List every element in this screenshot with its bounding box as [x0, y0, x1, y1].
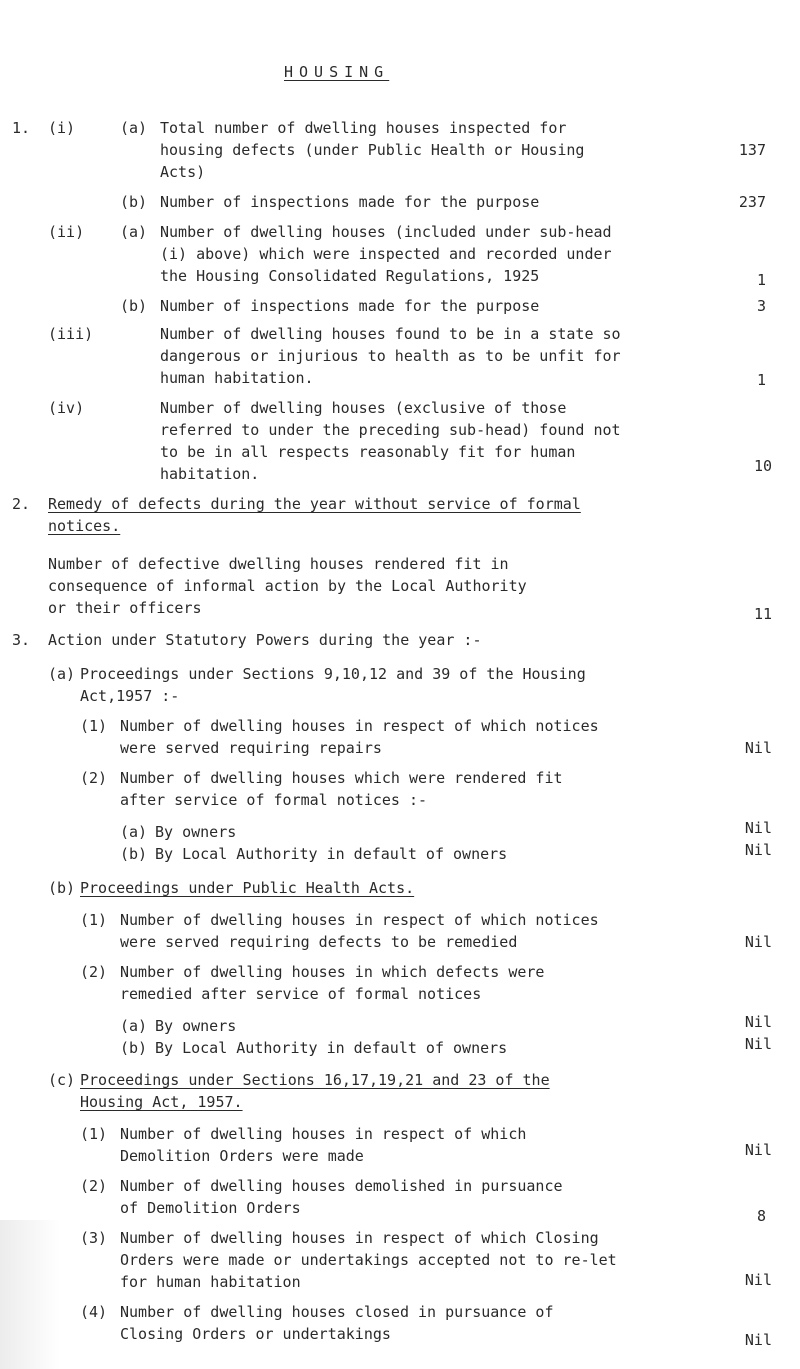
item-text: By Local Authority in default of owners: [155, 845, 508, 863]
item-value: Nil: [744, 1035, 772, 1053]
item-text: Number of inspections made for the purpose: [160, 297, 540, 315]
item-label: (c): [48, 1071, 76, 1089]
section-number: 3.: [12, 631, 31, 649]
section-number: 2.: [12, 495, 31, 513]
item-text: Number of dwelling houses found to be in a state so: [160, 325, 621, 343]
item-value: Nil: [744, 739, 772, 757]
item-text: were served requiring defects to be remedied: [120, 933, 518, 951]
item-text: or their officers: [48, 599, 202, 617]
item-label: (b): [120, 1039, 148, 1057]
item-text: Number of inspections made for the purpose: [160, 193, 540, 211]
item-text: Number of dwelling houses closed in pursuance of: [120, 1303, 554, 1321]
item-value: Nil: [744, 1331, 772, 1349]
item-text: Closing Orders or undertakings: [120, 1325, 391, 1343]
item-text: Number of dwelling houses (included under sub-head: [160, 223, 612, 241]
scan-shadow: [0, 1220, 60, 1369]
item-text: human habitation.: [160, 369, 314, 387]
item-label: (iii): [48, 325, 94, 343]
section-heading: notices.: [48, 517, 121, 535]
item-label: (2): [80, 1177, 108, 1195]
item-label: (a): [120, 223, 148, 241]
item-label: (1): [80, 1125, 108, 1143]
item-text: Number of dwelling houses in respect of which Closing: [120, 1229, 599, 1247]
item-heading: Housing Act, 1957.: [80, 1093, 243, 1111]
item-text: By owners: [155, 1017, 237, 1035]
item-text: Orders were made or undertakings accepted not to re-let: [120, 1251, 617, 1269]
item-value: 1: [756, 371, 766, 389]
item-value: 1: [756, 271, 766, 289]
item-text: after service of formal notices :-: [120, 791, 428, 809]
item-label: (i): [48, 119, 76, 137]
item-label: (1): [80, 911, 108, 929]
item-text: for human habitation: [120, 1273, 301, 1291]
item-value: Nil: [744, 933, 772, 951]
item-heading: Proceedings under Sections 9,10,12 and 39 of the Housing: [80, 665, 586, 683]
item-text: Number of dwelling houses in respect of which: [120, 1125, 527, 1143]
item-label: (2): [80, 963, 108, 981]
item-text: habitation.: [160, 465, 260, 483]
section-number: 1.: [12, 119, 31, 137]
item-text: Number of dwelling houses in respect of which notices: [120, 717, 599, 735]
item-label: (iv): [48, 399, 85, 417]
item-label: (3): [80, 1229, 108, 1247]
item-label: (a): [48, 665, 76, 683]
item-text: Total number of dwelling houses inspected for: [160, 119, 567, 137]
item-heading: Act,1957 :-: [80, 687, 180, 705]
item-value: 11: [753, 605, 772, 623]
page-title: HOUSING: [284, 63, 390, 81]
item-label: (b): [120, 297, 148, 315]
item-text: Demolition Orders were made: [120, 1147, 364, 1165]
item-value: Nil: [744, 1271, 772, 1289]
item-text: referred to under the preceding sub-head) found not: [160, 421, 621, 439]
item-label: (b): [48, 879, 76, 897]
item-value: Nil: [744, 1141, 772, 1159]
item-value: Nil: [744, 841, 772, 859]
item-text: By Local Authority in default of owners: [155, 1039, 508, 1057]
item-heading: Proceedings under Public Health Acts.: [80, 879, 415, 897]
item-label: (1): [80, 717, 108, 735]
item-text: dangerous or injurious to health as to be unfit for: [160, 347, 621, 365]
item-value: 137: [738, 141, 766, 159]
item-label: (a): [120, 119, 148, 137]
item-text: the Housing Consolidated Regulations, 1925: [160, 267, 540, 285]
item-text: Number of defective dwelling houses rendered fit in: [48, 555, 509, 573]
section-heading: Action under Statutory Powers during the year :-: [48, 631, 482, 649]
item-value: 8: [756, 1207, 766, 1225]
item-label: (4): [80, 1303, 108, 1321]
item-text: Number of dwelling houses in which defects were: [120, 963, 545, 981]
item-value: 237: [738, 193, 766, 211]
item-text: to be in all respects reasonably fit for human: [160, 443, 576, 461]
item-value: 3: [756, 297, 766, 315]
item-label: (2): [80, 769, 108, 787]
item-text: Acts): [160, 163, 206, 181]
item-label: (ii): [48, 223, 85, 241]
item-label: (a): [120, 1017, 148, 1035]
item-text: Number of dwelling houses which were rendered fit: [120, 769, 563, 787]
item-value: 10: [753, 457, 772, 475]
item-label: (b): [120, 845, 148, 863]
section-heading: Remedy of defects during the year without service of formal: [48, 495, 581, 513]
item-text: (i) above) which were inspected and recorded under: [160, 245, 612, 263]
item-text: consequence of informal action by the Local Authority: [48, 577, 527, 595]
item-text: remedied after service of formal notices: [120, 985, 482, 1003]
item-label: (b): [120, 193, 148, 211]
item-value: Nil: [744, 1013, 772, 1031]
item-text: were served requiring repairs: [120, 739, 382, 757]
item-text: By owners: [155, 823, 237, 841]
item-value: Nil: [744, 819, 772, 837]
item-label: (a): [120, 823, 148, 841]
item-heading: Proceedings under Sections 16,17,19,21 and 23 of the: [80, 1071, 550, 1089]
item-text: Number of dwelling houses demolished in pursuance: [120, 1177, 563, 1195]
item-text: Number of dwelling houses in respect of which notices: [120, 911, 599, 929]
item-text: housing defects (under Public Health or Housing: [160, 141, 585, 159]
item-text: Number of dwelling houses (exclusive of those: [160, 399, 567, 417]
item-text: of Demolition Orders: [120, 1199, 301, 1217]
